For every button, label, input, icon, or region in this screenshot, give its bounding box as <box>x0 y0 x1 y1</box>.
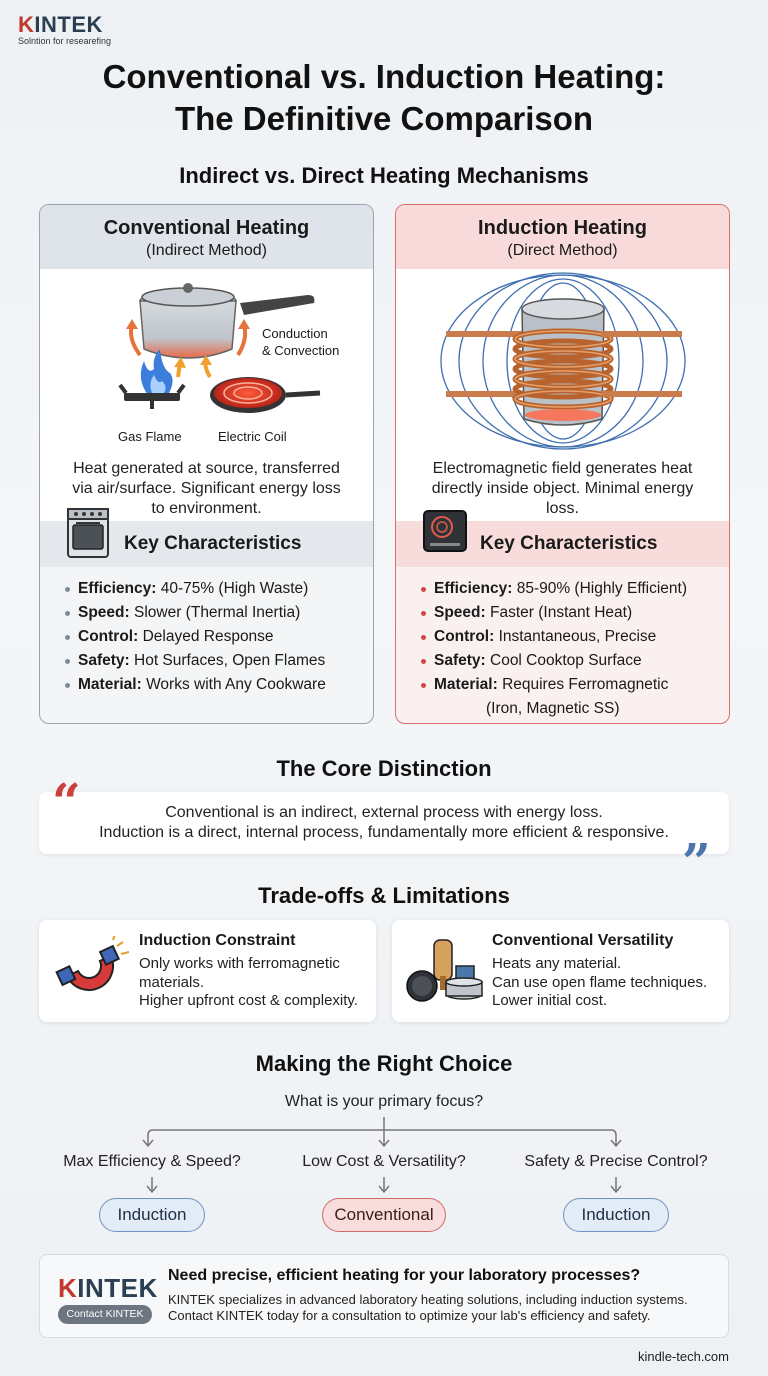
induction-cooktop-icon <box>422 507 468 557</box>
induction-coil-icon <box>396 269 730 459</box>
focus-question: What is your primary focus? <box>284 1093 484 1110</box>
cta-box <box>39 1254 729 1338</box>
induction-key-header <box>396 521 729 567</box>
induction-characteristics-list <box>396 567 729 721</box>
cta-body: KINTEK specializes in advanced laboratory heating solutions, including induction systems. Contact KINTEK today for a consultation to optimize your lab's efficiency and safety. <box>168 1292 688 1323</box>
induction-choice-pill-2[interactable]: Induction <box>563 1198 669 1232</box>
list-item: Safety: Cool Cooktop Surface <box>434 649 729 673</box>
induction-choice-pill[interactable]: Induction <box>99 1198 205 1232</box>
option-efficiency-question: Max Efficiency & Speed? <box>63 1153 241 1170</box>
cookware-icon <box>404 936 484 1008</box>
conventional-key-header <box>40 521 373 567</box>
induction-constraint-body: Only works with ferromagnetic materials. Higher upfront cost & complexity. <box>139 955 358 1009</box>
kintek-logo[interactable] <box>18 12 111 46</box>
conventional-panel <box>39 204 374 724</box>
contact-kintek-button[interactable]: Contact KINTEK <box>58 1305 152 1324</box>
induction-illustration <box>396 269 729 459</box>
list-item: Material: Requires Ferromagnetic (Iron, Magnetic SS) <box>434 673 729 721</box>
induction-constraint-title: Induction Constraint <box>139 932 296 949</box>
induction-key-title: Key Characteristics <box>480 533 658 554</box>
conventional-illustration <box>40 269 373 459</box>
option-safety-question: Safety & Precise Control? <box>524 1153 708 1170</box>
mechanisms-heading: Indirect vs. Direct Heating Mechanisms <box>179 163 589 188</box>
conventional-subtitle: (Indirect Method) <box>146 242 267 259</box>
gas-flame-label: Gas Flame <box>118 429 182 444</box>
core-quote: Conventional is an indirect, external process with energy loss. Induction is a direct, internal process, fundamentally more efficient & responsive. <box>39 792 729 854</box>
page-title: Conventional vs. Induction Heating: The Definitive Comparison <box>102 58 666 137</box>
conventional-key-title: Key Characteristics <box>124 533 302 554</box>
list-item: Material: Works with Any Cookware <box>78 673 373 697</box>
open-quote-icon: “ <box>52 772 81 831</box>
induction-title: Induction Heating <box>478 217 647 239</box>
conventional-characteristics-list <box>40 567 373 697</box>
list-item: Safety: Hot Surfaces, Open Flames <box>78 649 373 673</box>
cta-logo: KINTEK <box>58 1273 158 1303</box>
conventional-description: Heat generated at source, transferred via air/surface. Significant energy loss to environment. <box>40 459 373 521</box>
induction-header <box>396 205 729 269</box>
site-link[interactable]: kindle-tech.com <box>637 1349 729 1364</box>
induction-description: Electromagnetic field generates heat directly inside object. Minimal energy loss. <box>396 459 729 521</box>
list-item: Efficiency: 40-75% (High Waste) <box>78 577 373 601</box>
logo-brand: KINTEK <box>18 12 103 37</box>
induction-constraint-card <box>39 920 376 1022</box>
conventional-versatility-title: Conventional Versatility <box>492 932 674 949</box>
magnet-icon <box>51 936 131 1008</box>
oven-icon <box>66 507 110 559</box>
conventional-versatility-body: Heats any material. Can use open flame techniques. Lower initial cost. <box>492 955 708 1009</box>
conventional-choice-pill[interactable]: Conventional <box>322 1198 446 1232</box>
core-heading: The Core Distinction <box>276 756 492 781</box>
list-item: Speed: Faster (Instant Heat) <box>434 601 729 625</box>
conventional-versatility-card <box>392 920 729 1022</box>
conduction-label: Conduction & Convection <box>262 326 340 358</box>
choice-heading: Making the Right Choice <box>255 1051 513 1076</box>
induction-subtitle: (Direct Method) <box>507 242 618 259</box>
conventional-title: Conventional Heating <box>103 217 310 239</box>
conventional-header <box>40 205 373 269</box>
list-item: Efficiency: 85-90% (Highly Efficient) <box>434 577 729 601</box>
close-quote-icon: ” <box>682 832 711 891</box>
pot-on-stove-icon <box>40 269 374 459</box>
option-cost-question: Low Cost & Versatility? <box>302 1153 466 1170</box>
list-item: Speed: Slower (Thermal Inertia) <box>78 601 373 625</box>
list-item: Control: Instantaneous, Precise <box>434 625 729 649</box>
tradeoffs-heading: Trade-offs & Limitations <box>258 883 510 908</box>
list-item: Control: Delayed Response <box>78 625 373 649</box>
cta-title: Need precise, efficient heating for your laboratory processes? <box>168 1267 641 1284</box>
electric-coil-label: Electric Coil <box>218 429 287 444</box>
logo-tagline: Solntion for researefing <box>18 36 112 46</box>
induction-panel <box>395 204 730 724</box>
